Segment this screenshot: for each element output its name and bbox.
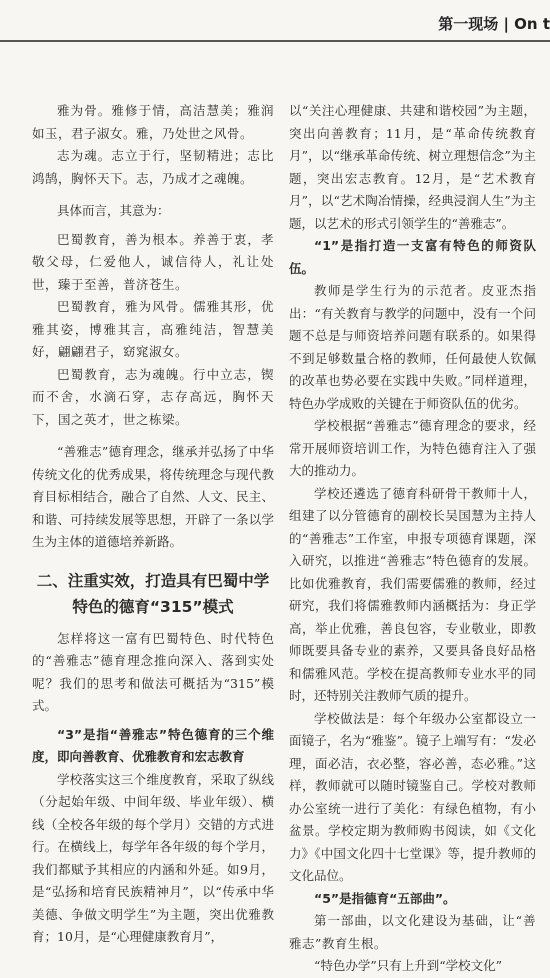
page-header-title: 第一现场 | On t bbox=[430, 10, 550, 38]
section-heading-line-2: 特色的德育“315”模式 bbox=[72, 597, 234, 616]
definition-zhi: 巴蜀教育，志为魂魄。行中立志，锲而不舍，水滴石穿，志存高远，胸怀天下，国之英才，世之栋梁。 bbox=[32, 366, 274, 427]
section-heading bbox=[32, 568, 274, 620]
intro-text: 具体而言，其意为： bbox=[57, 203, 170, 218]
definition-ya: 巴蜀教育，雅为风骨。儒雅其形，优雅其姿，博雅其言，高雅纯洁，智慧美好，翩翩君子，窈窕淑女。 bbox=[32, 299, 274, 359]
summary-paragraph: “善雅志”德育理念，继承并弘扬了中华传统文化的优秀成果，将传统理念与现代教育目标相结合，融合了自然、人文、民主、和谐、可持续发展等思想，开辟了一条以学生为主体的道德培养新路。 bbox=[32, 444, 274, 549]
paragraph-continued: 以“关注心理健康、共建和谐校园”为主题，突出向善教育；11月，是“革命传统教育月”，以“继承革命传统、树立理想信念”为主题，突出宏志教育。12月，是“艺术教育月”，以“艺术陶冶情操，经典浸润人生”为主题，以艺术的形式引领学生的“善雅志”。 bbox=[289, 103, 536, 231]
section-heading-line-1: 二、注重实效，打造具有巴蜀中学 bbox=[36, 571, 270, 590]
paragraph-3: 学校落实这三个维度教育，采取了纵线（分起始年级、中间年级、毕业年级）、横线（全校各年级的每个学月）交错的方式进行。在横线上，每学年各年级的每个学月，我们都赋予其相应的内涵和外延。如9月，是“弘扬和培育民族精神月”，以“传承中华美德、争做文明学生”为主题，突出优雅教育；10月，是“心理健康教育月”， bbox=[32, 771, 274, 944]
paragraph-end: “特色办学”只有上升到“学校文化” bbox=[314, 958, 503, 973]
paragraph-how: 怎样将这一富有巴蜀特色、时代特色的“善雅志”德育理念推向深入、落到实处呢？我们的思考和做法可概括为“315”模式。 bbox=[32, 630, 274, 713]
paragraph-training: 学校根据“善雅志”德育理念的要求，经常开展师资培训工作，为特色德育注入了强大的推动力。 bbox=[289, 418, 536, 478]
left-column bbox=[32, 100, 274, 949]
quote-zhi: 志为魂。志立于行，坚韧精进；志比鸿鹄，胸怀天下。志，乃成才之魂魄。 bbox=[32, 148, 274, 186]
header-rule bbox=[0, 40, 550, 42]
paragraph-studio: 学校还遴选了德育科研骨干教师十人，组建了以分管德育的副校长吴国慧为主持人的“善雅志”工作室，申报专项德育课题，深入研究，以推进“善雅志”特色德育的发展。比如优雅教育，我们需要儒雅的教师，经过研究，我们将儒雅教师内涵概括为：身正学高，举止优雅，善良包容，专业敬业，即教师既要具备专业的素养，又要具备良好品格和儒雅风范。学校在提高教师专业水平的同时，还特别关注教师气质的提升。 bbox=[289, 485, 536, 703]
point-1-heading: “1”是指打造一支富有特色的师资队伍。 bbox=[289, 238, 536, 276]
step-1: 第一部曲，以文化建设为基础，让“善雅志”教育生根。 bbox=[289, 913, 536, 951]
quote-ya: 雅为骨。雅修于情，高洁慧美；雅润如玉，君子淑女。雅，乃处世之风骨。 bbox=[32, 103, 274, 141]
right-column bbox=[289, 100, 536, 978]
point-5-heading: “5”是指德育“五部曲”。 bbox=[314, 890, 456, 906]
paragraph-teacher: 教师是学生行为的示范者。皮亚杰指出：“有关教育与教学的问题中，没有一个问题不总是与师资培养问题有联系的。如果得不到足够数量合格的教师，任何最使人钦佩的改革也势必要在实践中失败。”同样道理，特色办学成败的关键在于师资队伍的优劣。 bbox=[289, 283, 536, 411]
point-3-heading: “3”是指“善雅志”特色德育的三个维度，即向善教育、优雅教育和宏志教育 bbox=[32, 726, 274, 764]
paragraph-mirror: 学校做法是：每个年级办公室都设立一面镜子，名为“雅鉴”。镜子上端写有：“发必理，面必洁，衣必整，容必善，态必雅。”这样，教师就可以随时镜鉴自己。学校对教师办公室统一进行了美化：有绿色植物，有小盆景。学校定期为教师购书阅读，如《文化力》《中国文化四十七堂课》等，提升教师的文化品位。 bbox=[289, 710, 536, 883]
definition-shan: 巴蜀教育，善为根本。养善于衷，孝敬父母，仁爱他人，诚信待人，礼让处世，臻于至善，普济苍生。 bbox=[32, 231, 274, 292]
